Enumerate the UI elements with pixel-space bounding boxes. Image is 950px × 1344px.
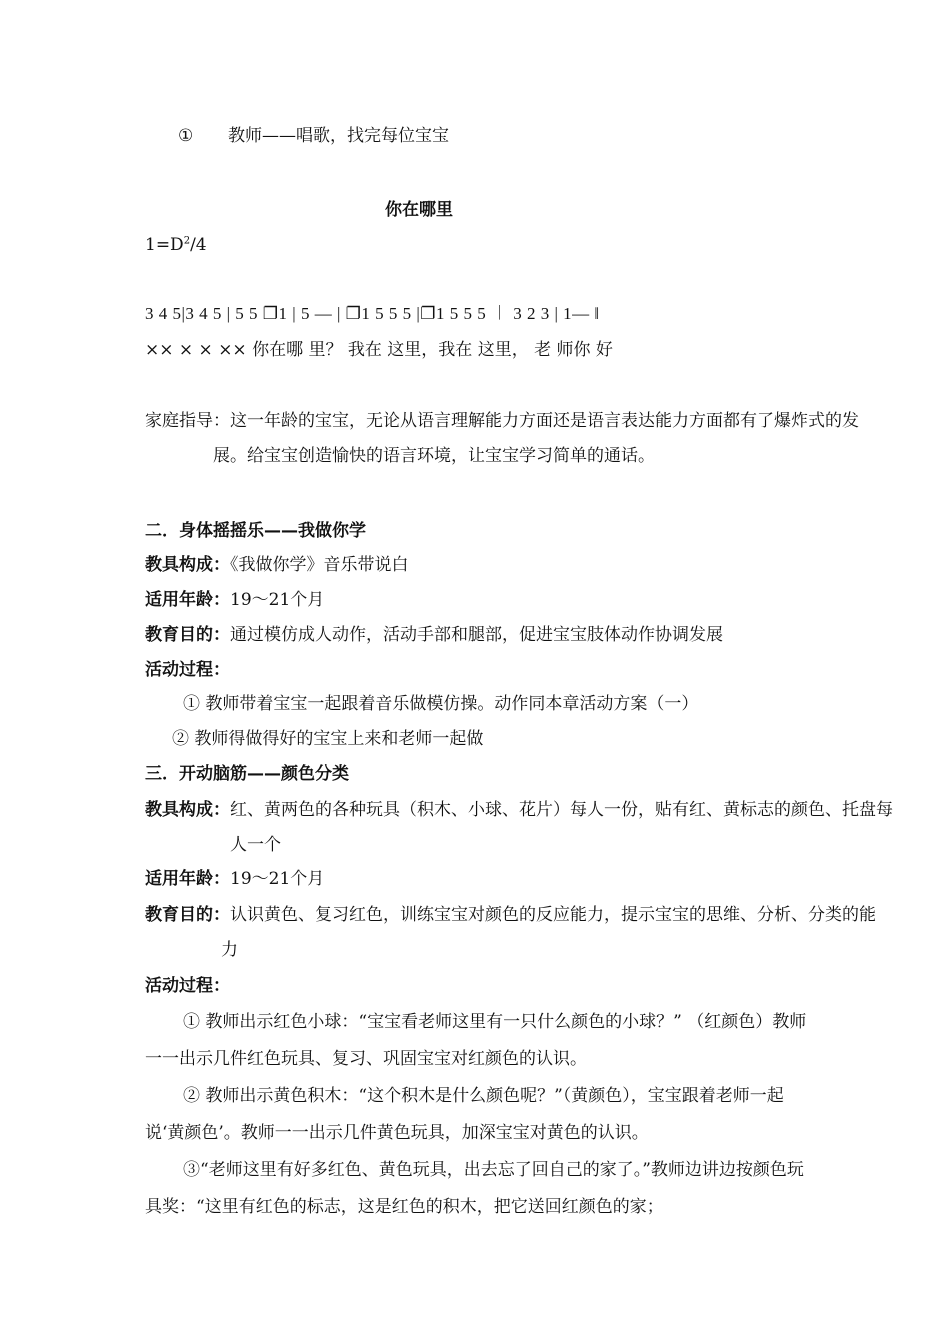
step-marker: ①	[178, 126, 194, 146]
section2-age-label: 适用年龄：	[145, 590, 230, 610]
family-guide	[145, 404, 878, 474]
section2-tools-text: 《我做你学》音乐带说白	[230, 555, 409, 575]
section3-age-text: 19～21个月	[230, 869, 325, 889]
section2-age-text: 19～21个月	[230, 590, 325, 610]
section3-goal-text: 认识黄色、复习红色，训练宝宝对颜色的反应能力，提示宝宝的思维、分析、分类的能力	[221, 905, 876, 960]
family-guide-label: 家庭指导：	[145, 411, 230, 431]
section2-goal	[145, 623, 723, 647]
song-lyrics: ×× × × ×× 你在哪 里？ 我在 这里，我在 这里， 老 师你 好	[145, 340, 613, 360]
section3-age-label: 适用年龄：	[145, 869, 230, 889]
step-text: 教师——唱歌，找完每位宝宝	[228, 126, 449, 146]
section2-goal-label: 教育目的：	[145, 625, 230, 645]
section3-goal	[145, 898, 886, 968]
section3-heading: 三．开动脑筋——颜色分类	[145, 764, 349, 784]
section3-age	[145, 867, 324, 891]
section3-step: ③“老师这里有好多红色、黄色玩具，出去忘了回自己的家了。”教师边讲边按颜色玩具奖：“这里有红色的标志，这是红色的积木，把它送回红颜色的家；	[145, 1160, 804, 1217]
section2-age	[145, 588, 324, 612]
section3-goal-label: 教育目的：	[145, 905, 230, 925]
section2-process-label: 活动过程：	[145, 660, 230, 680]
section3-process-label: 活动过程：	[145, 976, 230, 996]
song-title: 你在哪里	[385, 200, 453, 220]
section3-tools-label: 教具构成：	[145, 800, 230, 820]
section3-step: ① 教师出示红色小球：“宝宝看老师这里有一只什么颜色的小球？” （红颜色）教师一一出示几件红色玩具、复习、巩固宝宝对红颜色的认识。	[145, 1012, 807, 1069]
song-key-text: 1=D	[145, 235, 184, 255]
song-meter-sup: 2	[183, 235, 191, 247]
section3-tools-text: 红、黄两色的各种玩具（积木、小球、花片）每人一份，贴有红、黄标志的颜色、托盘每人一个	[230, 800, 893, 855]
song-notation: 3 4 5|3 4 5 | 5 5 ❐1 | 5 — | ❐1 5 5 5 |❐1 5 5 5 ︱ 3 2 3 | 1— ‖	[145, 304, 600, 323]
family-guide-text: 这一年龄的宝宝，无论从语言理解能力方面还是语言表达能力方面都有了爆炸式的发展。给宝宝创造愉快的语言环境，让宝宝学习简单的通话。	[213, 411, 859, 466]
section2-goal-text: 通过模仿成人动作，活动手部和腿部，促进宝宝肢体动作协调发展	[230, 625, 723, 645]
section2-heading: 二．身体摇摇乐——我做你学	[145, 521, 366, 541]
song-meter-rest: /4	[190, 235, 207, 255]
section2-step: ① 教师带着宝宝一起跟着音乐做模仿操。动作同本章活动方案（一）	[183, 694, 699, 714]
section3-tools	[145, 793, 895, 863]
section3-step: ② 教师出示黄色积木：“这个积木是什么颜色呢？”（黄颜色），宝宝跟着老师一起说‘黄颜色’。教师一一出示几件黄色玩具，加深宝宝对黄色的认识。	[145, 1086, 784, 1143]
section2-tools-label: 教具构成：	[145, 555, 230, 575]
section2-step: ② 教师得做得好的宝宝上来和老师一起做	[172, 729, 484, 749]
section2-tools	[145, 553, 409, 577]
song-key	[145, 233, 207, 257]
